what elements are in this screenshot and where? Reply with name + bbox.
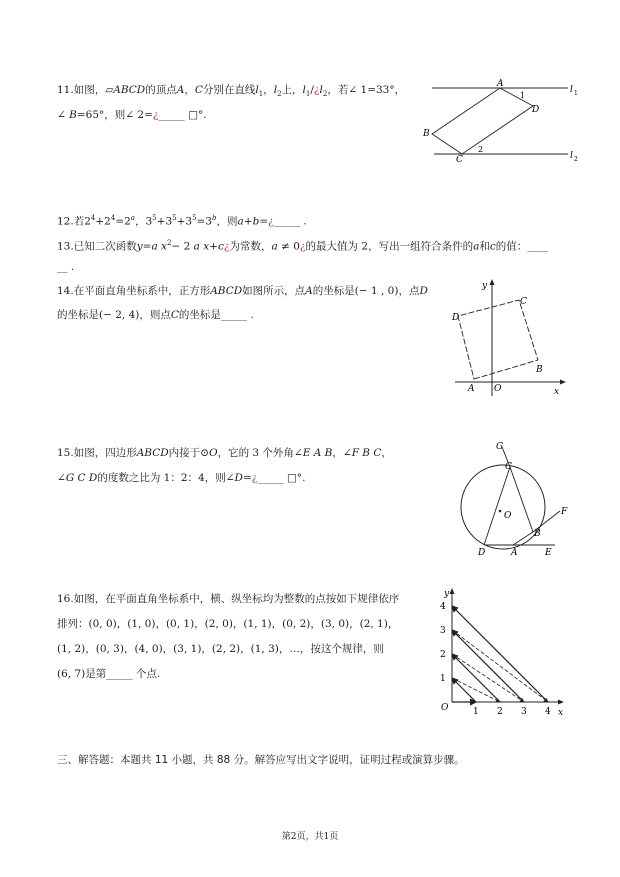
- label-G: G: [496, 442, 504, 452]
- label-B: B: [423, 129, 430, 139]
- label-B: B: [534, 529, 541, 539]
- q11-figure: [420, 76, 580, 168]
- tick-y1: 1: [440, 674, 446, 684]
- q16-line4: (6, 7)是第_____ 个点.: [57, 668, 161, 680]
- svg-text:2: 2: [574, 156, 578, 163]
- label-B: B: [536, 365, 543, 375]
- q16-line2: 排列：(0, 0)，(1, 0)，(0, 1)，(2, 0)，(1, 1)，(0, 2)，(3, 0)，(2, 1)，: [57, 618, 399, 630]
- label-C: C: [456, 155, 463, 165]
- tick-x1: 1: [473, 707, 479, 717]
- q16-line1: 16.如图，在平面直角坐标系中，横、纵坐标均为整数的点按如下规律依序: [57, 593, 400, 605]
- label-E: E: [545, 548, 552, 558]
- label-F: F: [561, 507, 568, 517]
- q13-line1: 13.已知二次函数y=a $x^2- 2$ a x+c¿为常数，a ≠ 0¿的最大值为 2，写出一组符合条件的a和c的值：____: [57, 239, 549, 253]
- label-angle2: 2: [478, 145, 484, 154]
- axis-x-label: x: [558, 708, 564, 718]
- axis-y-label: y: [482, 281, 488, 291]
- q14-figure: [450, 276, 570, 400]
- tick-y3: 3: [440, 626, 446, 636]
- page-footer: 第2页，共1页: [281, 832, 339, 842]
- label-l1: l: [570, 85, 573, 95]
- label-O: O: [504, 511, 512, 521]
- tick-y2: 2: [440, 650, 446, 660]
- q16-line3: (1, 2)，(0, 3)，(4, 0)，(3, 1)，(2, 2)，(1, 3)，…，按这个规律，则: [57, 643, 384, 655]
- q14-line2: 的坐标是(− 2, 4)，则点C的坐标是_____ .: [57, 309, 254, 321]
- tick-x2: 2: [497, 707, 503, 717]
- section-three-heading: 三、解答题：本题共 11 小题，共 88 分。解答应写出文字说明，证明过程或演算步骤。: [57, 754, 465, 766]
- q14-line1: 14.在平面直角坐标系中，正方形ABCD如图所示，点A的坐标是(− 1 , 0)，点D: [57, 285, 428, 297]
- tick-x4: 4: [545, 707, 551, 717]
- label-A: A: [511, 548, 518, 558]
- label-l2: l: [570, 151, 573, 161]
- axis-x-label: x: [554, 387, 560, 397]
- label-D: D: [478, 548, 486, 558]
- parallelogram-symbol: ▱: [105, 84, 114, 96]
- q15-figure: [450, 437, 575, 559]
- q12-line: 12.若$2^4+2^4=2^a$，$3^5+3^5+3^5=3^b$，则a+b=¿_____ .: [57, 214, 307, 228]
- axis-y-label: y: [444, 589, 450, 599]
- label-A: A: [497, 79, 504, 89]
- q13-line2: __ .: [57, 261, 75, 273]
- tick-y4: 4: [440, 602, 446, 612]
- svg-text:1: 1: [574, 90, 578, 97]
- origin-label: O: [441, 703, 449, 713]
- q15-line2: ∠G C D的度数之比为 1：2：4，则∠D=¿_____ □°.: [57, 472, 306, 484]
- origin-label: O: [494, 384, 502, 394]
- q11-line1: 11.如图，▱ABCD的顶点A，C分别在直线$l_1$，$l_2$上，$l_1/¿l_2$，若∠ 1=33°，: [57, 84, 406, 99]
- label-C: C: [520, 297, 527, 307]
- q16-figure: [432, 584, 572, 720]
- label-D: D: [452, 313, 460, 323]
- tick-x3: 3: [521, 707, 527, 717]
- label-D: D: [532, 105, 540, 115]
- label-angle1: 1: [520, 91, 526, 100]
- q15-line1: 15.如图，四边形ABCD内接于⊙O，它的 3 个外角∠E A B，∠F B C，: [57, 447, 392, 459]
- label-A: A: [468, 384, 475, 394]
- label-C: C: [505, 462, 512, 472]
- q11-line2: ∠ B=65°，则∠ 2=¿_____ □°.: [57, 109, 207, 121]
